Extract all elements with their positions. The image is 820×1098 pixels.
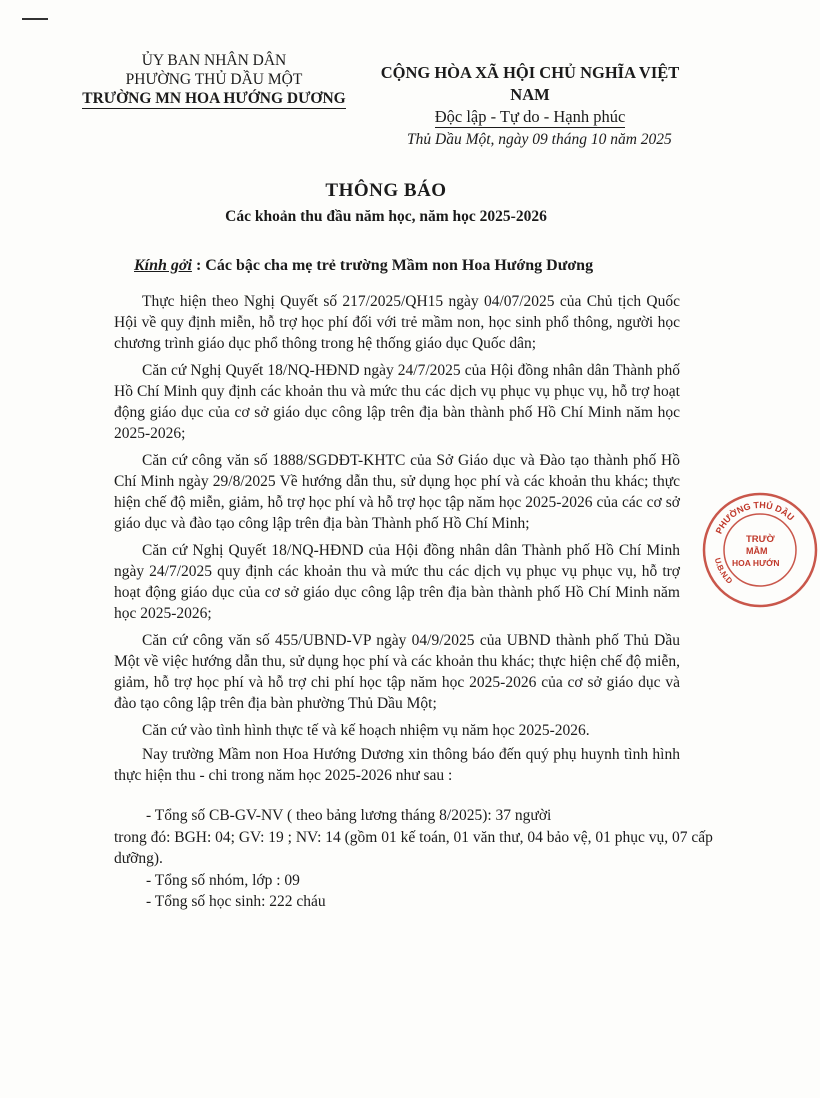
paragraph: Căn cứ Nghị Quyết 18/NQ-HĐND ngày 24/7/2025 của Hội đồng nhân dân Thành phố Hồ Chí Minh quy định các khoản thu và mức thu các dịch vụ phục vụ phục vụ, hỗ trợ hoạt động giáo dục của cơ sở giáo dục công lập trên địa bàn thành phố Hồ Chí Minh năm học 2025-2026;	[114, 362, 680, 442]
corner-mark	[22, 18, 48, 20]
document-subtitle: Các khoản thu đầu năm học, năm học 2025-2026	[225, 208, 547, 225]
greeting	[134, 257, 593, 275]
stamp-top-text: PHƯỜNG THỦ DẦU	[713, 499, 797, 536]
greeting-text: : Các bậc cha mẹ trẻ trường Mầm non Hoa Hướng Dương	[191, 257, 594, 274]
greeting-label: Kính gởi	[134, 257, 192, 274]
stat-groups: - Tổng số nhóm, lớp : 09	[146, 871, 300, 889]
issuer-school-name: TRƯỜNG MN HOA HƯỚNG DƯƠNG	[82, 90, 346, 107]
document-title: THÔNG BÁO	[325, 180, 447, 201]
stamp-center-line-2: MẦM	[746, 546, 768, 556]
stamp-bottom-text: U.B.N.D	[712, 556, 735, 586]
official-stamp	[700, 490, 820, 610]
paragraph: Nay trường Mầm non Hoa Hướng Dương xin thông báo đến quý phụ huynh tình hình thực hiện thu - chi trong năm học 2025-2026 như sau :	[114, 746, 680, 784]
national-motto-header	[360, 62, 700, 128]
national-title: CỘNG HÒA XÃ HỘI CHỦ NGHĨA VIỆT NAM	[380, 63, 680, 104]
issuer-header	[78, 51, 350, 109]
paragraph: Căn cứ vào tình hình thực tế và kế hoạch nhiệm vụ năm học 2025-2026.	[142, 722, 590, 739]
issuer-line-1: ỦY BAN NHÂN DÂN	[141, 52, 287, 69]
paragraph: Căn cứ công văn số 455/UBND-VP ngày 04/9/2025 của UBND thành phố Thủ Dầu Một về việc hướng dẫn thu, sử dụng học phí và các khoản thu khác; thực hiện chế độ miễn, giảm, hỗ trợ học phí và hỗ trợ chi phí học tập năm học 2025-2026 của cơ sở giáo dục và đào tạo công lập trên địa bàn phường Thủ Dầu Một;	[114, 632, 680, 712]
stats-list	[114, 805, 714, 913]
paragraph: Căn cứ công văn số 1888/SGDĐT-KHTC của Sở Giáo dục và Đào tạo thành phố Hồ Chí Minh ngày 29/8/2025 Về hướng dẫn thu, sử dụng học phí và các khoản thu khác; thực hiện chế độ miễn, giảm, hỗ trợ học phí và hỗ trợ học tập năm học 2025-2026 của các cơ sở giáo dục và đào tạo công lập trên địa bàn Thành phố Hồ Chí Minh;	[114, 452, 680, 532]
document-date: Thủ Dầu Một, ngày 09 tháng 10 năm 2025	[407, 131, 672, 148]
issuer-line-2: PHƯỜNG THỦ DẦU MỘT	[125, 71, 303, 88]
paragraph: Thực hiện theo Nghị Quyết số 217/2025/QH15 ngày 04/07/2025 của Chủ tịch Quốc Hội về quy định miễn, hỗ trợ học phí đối với trẻ mầm non, học sinh phổ thông, người học chương trình giáo dục phổ thông trong hệ thống giáo dục Quốc dân;	[114, 293, 680, 352]
stat-staff-detail: trong đó: BGH: 04; GV: 19 ; NV: 14 (gồm 01 kế toán, 01 văn thư, 04 bảo vệ, 01 phục vụ, 07 cấp dưỡng).	[114, 828, 713, 867]
national-motto: Độc lập - Tự do - Hạnh phúc	[434, 107, 626, 126]
stamp-center-line-1: TRƯỜ	[746, 534, 775, 545]
stamp-center-line-3: HOA HƯỚN	[732, 558, 780, 568]
document-body	[114, 291, 680, 789]
paragraph: Căn cứ Nghị Quyết 18/NQ-HĐND của Hội đồng nhân dân Thành phố Hồ Chí Minh ngày 24/7/2025 quy định các khoản thu và mức thu các dịch vụ phục vụ phục vụ, hỗ trợ hoạt động giáo dục của cơ sở giáo dục công lập trên địa bàn thành phố Hồ Chí Minh năm học 2025-2026;	[114, 542, 680, 622]
stat-students: - Tổng số học sinh: 222 cháu	[146, 893, 326, 910]
stat-staff: - Tổng số CB-GV-NV ( theo bảng lương tháng 8/2025): 37 người	[146, 807, 552, 824]
